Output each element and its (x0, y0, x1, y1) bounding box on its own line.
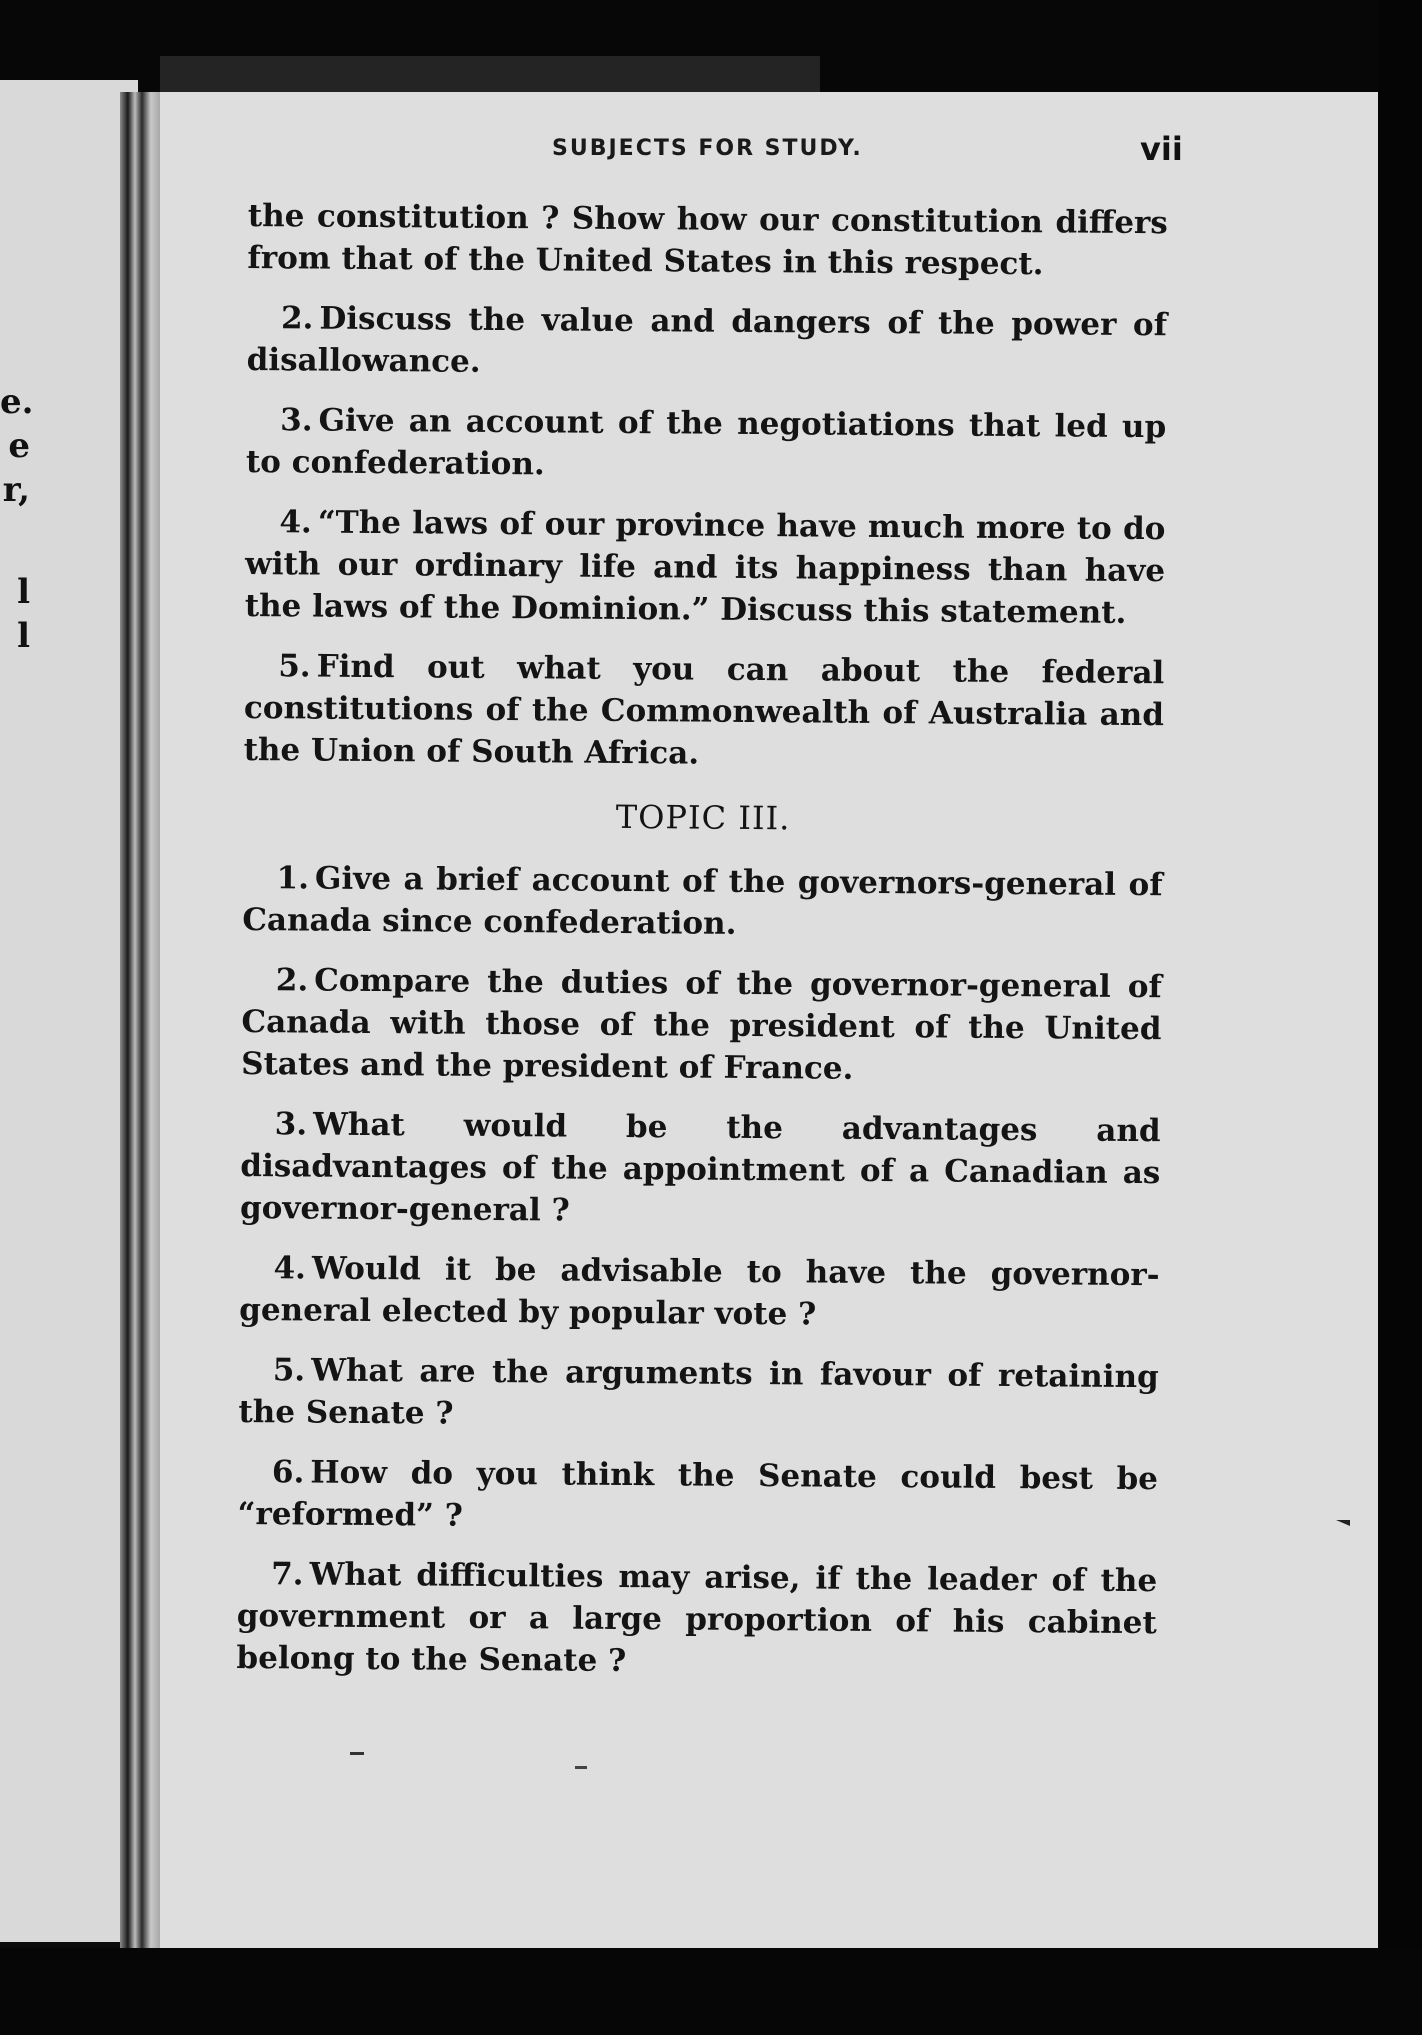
question-item (238, 1349, 1159, 1440)
question-number: 3. (280, 402, 313, 439)
question-item (246, 399, 1167, 490)
question-text: Give a brief account of the governors-general of Canada since confederation. (242, 860, 1163, 942)
page-header (390, 130, 1183, 186)
scan-border-bottom (0, 1948, 1422, 2035)
question-number: 4. (273, 1250, 307, 1287)
scan-border-right (1378, 0, 1422, 2035)
edge-char: r, (2, 470, 30, 510)
question-text: What are the arguments in favour of retaining the Senate ? (238, 1352, 1159, 1432)
question-number: 2. (280, 300, 314, 337)
question-text: Discuss the value and dangers of the power of disallowance. (246, 300, 1168, 380)
question-text: Find out what you can about the federal constitutions of the Commonwealth of Australia and the Union of South Africa. (243, 648, 1165, 772)
question-item (240, 1103, 1161, 1236)
question-text: Compare the duties of the governor-general of Canada with those of the president of the United States and the president of France. (241, 962, 1162, 1087)
question-item (242, 857, 1163, 948)
question-item (243, 645, 1164, 778)
question-item (247, 297, 1168, 388)
question-number: 2. (275, 962, 309, 999)
question-number: 6. (271, 1454, 305, 1491)
question-text: “The laws of our province have much more to do with our ordinary life and its happiness than have the laws of the Dominion.” Discuss this statement. (244, 504, 1166, 631)
question-number: 5. (278, 648, 311, 685)
edge-char: e (8, 426, 30, 466)
edge-char: l (17, 616, 30, 656)
question-item (241, 959, 1162, 1092)
question-text: What would be the advantages and disadvantages of the appointment of a Canadian as governor-general ? (239, 1106, 1161, 1229)
question-number: 7. (271, 1556, 304, 1593)
question-item (245, 501, 1166, 634)
stray-mark (575, 1766, 587, 1769)
book-gutter (120, 92, 164, 1948)
edge-char: l (17, 572, 30, 612)
left-facing-page (0, 80, 138, 1942)
question-text: Would it be advisable to have the governor-general elected by popular vote ? (239, 1250, 1160, 1333)
question-number: 3. (274, 1106, 308, 1143)
question-text: Give an account of the negotiations that led up to confederation. (245, 402, 1167, 483)
edge-char: e. (0, 382, 34, 422)
question-item (239, 1247, 1160, 1338)
question-item (237, 1451, 1158, 1542)
continuation-paragraph: the constitution ? Show how our constitution differs from that of the United States in this respect. (247, 197, 1168, 283)
question-item (236, 1553, 1157, 1686)
page-number: vii (1140, 130, 1183, 168)
topic-heading: TOPIC III. (615, 797, 791, 838)
left-page-edge-text (0, 380, 34, 658)
page-body (236, 195, 1168, 1704)
question-number: 5. (272, 1352, 306, 1389)
question-text: What difficulties may arise, if the leader of the government or a large proportion of his cabinet belong to the Senate ? (236, 1556, 1158, 1680)
stray-mark (350, 1752, 364, 1755)
stray-mark (1336, 1520, 1350, 1532)
question-text: How do you think the Senate could best be “reformed” ? (237, 1454, 1159, 1534)
question-number: 4. (279, 504, 312, 541)
question-number: 1. (276, 860, 310, 897)
running-head: SUBJECTS FOR STUDY. (552, 136, 863, 161)
scan-shadow-strip (160, 56, 820, 92)
